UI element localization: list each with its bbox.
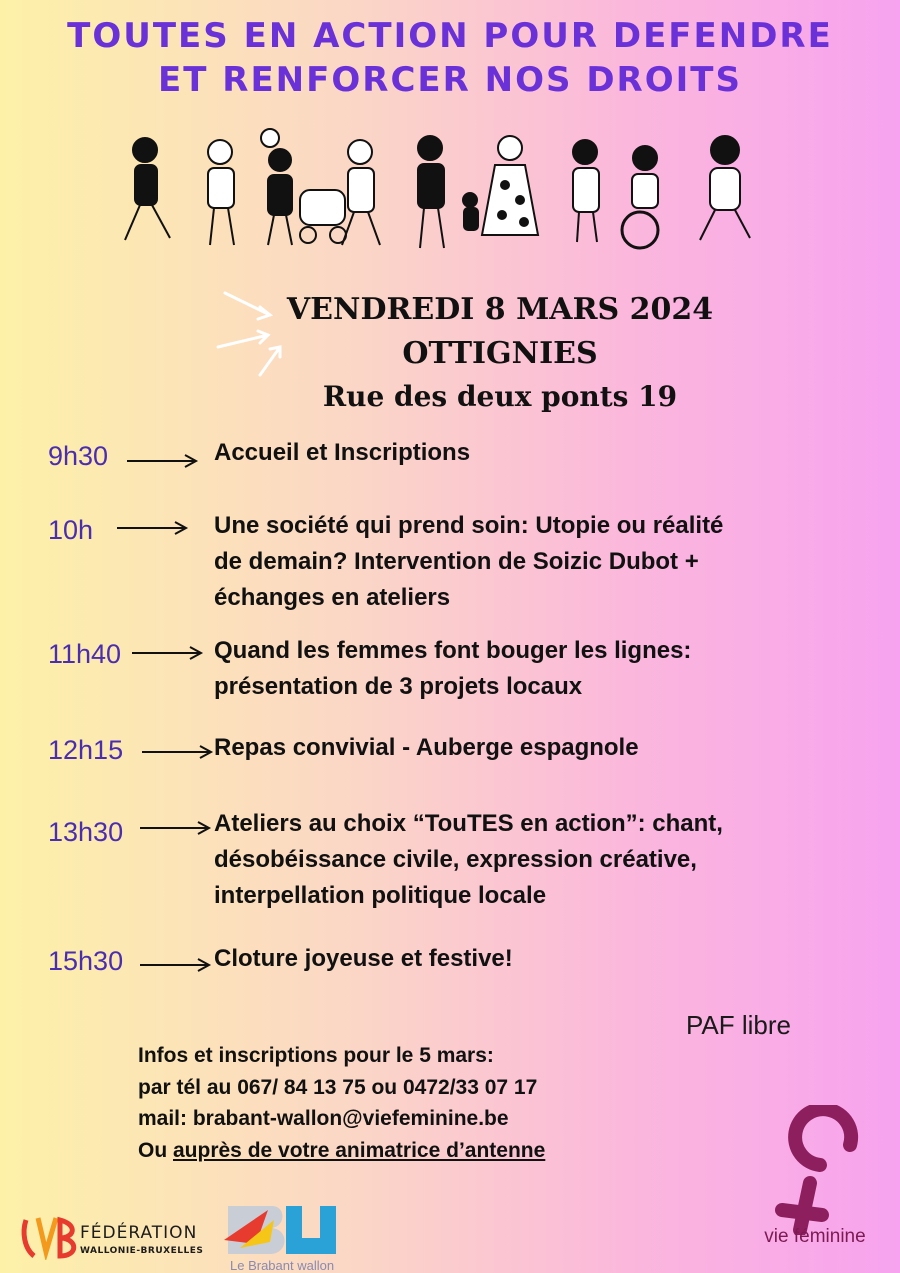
arrow-right-icon: [138, 955, 213, 975]
program-desc-line: interpellation politique locale: [214, 882, 547, 909]
program-desc-line: Accueil et Inscriptions: [214, 439, 471, 466]
program-desc: [214, 730, 814, 766]
program-desc-line: présentation de 3 projets locaux: [214, 673, 583, 700]
program-time: 12h15: [48, 735, 124, 765]
program-time: 10h: [48, 515, 94, 545]
info-email[interactable]: mail: brabant-wallon@viefeminine.be: [138, 1107, 509, 1130]
poster-title-line-1: TOUTES EN ACTION POUR DEFENDRE: [67, 16, 833, 56]
program-time: 9h30: [48, 441, 109, 471]
program-desc: [214, 806, 814, 914]
info-line: Infos et inscriptions pour le 5 mars:: [138, 1044, 494, 1067]
poster-title-line-2: ET RENFORCER NOS DROITS: [158, 60, 742, 100]
vie-feminine-logo: [760, 1105, 870, 1235]
arrow-right-icon: [138, 818, 213, 838]
arrow-right-icon: [130, 643, 205, 663]
program-desc: [214, 508, 814, 616]
fwb-subtitle: WALLONIE-BRUXELLES: [80, 1246, 204, 1256]
event-address: Rue des deux ponts 19: [322, 380, 678, 413]
event-city: OTTIGNIES: [402, 336, 598, 371]
brabant-wallon-logo: [220, 1200, 342, 1258]
fwb-name-text: FÉDÉRATION: [80, 1223, 198, 1243]
program-time: 11h40: [48, 639, 122, 669]
program-desc-line: Quand les femmes font bouger les lignes:: [214, 637, 692, 664]
program-desc-line: désobéissance civile, expression créative,: [214, 846, 697, 873]
paf-note: PAF libre: [686, 1010, 791, 1040]
program-desc-line: échanges en ateliers: [214, 584, 451, 611]
program-desc: [214, 633, 814, 705]
event-date: VENDREDI 8 MARS 2024: [286, 292, 714, 327]
info-phone: par tél au 067/ 84 13 75 ou 0472/33 07 17: [138, 1075, 538, 1099]
animatrice-link[interactable]: auprès de votre animatrice d’antenne: [173, 1138, 546, 1162]
program-desc: [214, 435, 814, 471]
marching-crowd-illustration: [110, 120, 770, 260]
program-time: 15h30: [48, 946, 124, 976]
program-time: 13h30: [48, 817, 124, 847]
vie-feminine-label: vie féminine: [764, 1226, 866, 1247]
program-desc: [214, 941, 814, 977]
program-desc-line: de demain? Intervention de Soizic Dubot +: [214, 548, 699, 575]
info-prefix: Ou: [138, 1138, 173, 1162]
arrow-right-icon: [125, 451, 200, 471]
program-desc-line: Une société qui prend soin: Utopie ou réalité: [214, 512, 724, 539]
program-desc-line: Cloture joyeuse et festive!: [214, 945, 513, 972]
arrow-right-icon: [115, 518, 190, 538]
program-desc-line: Repas convivial - Auberge espagnole: [214, 734, 639, 761]
program-desc-line: Ateliers au choix “TouTES en action”: chant,: [214, 810, 723, 837]
fwb-logo-icon: [20, 1212, 78, 1260]
arrow-right-icon: [140, 742, 215, 762]
info-block: [138, 1040, 545, 1166]
brabant-wallon-label: Le Brabant wallon: [230, 1258, 335, 1273]
fwb-name: [80, 1224, 203, 1260]
info-line: [138, 1135, 545, 1167]
